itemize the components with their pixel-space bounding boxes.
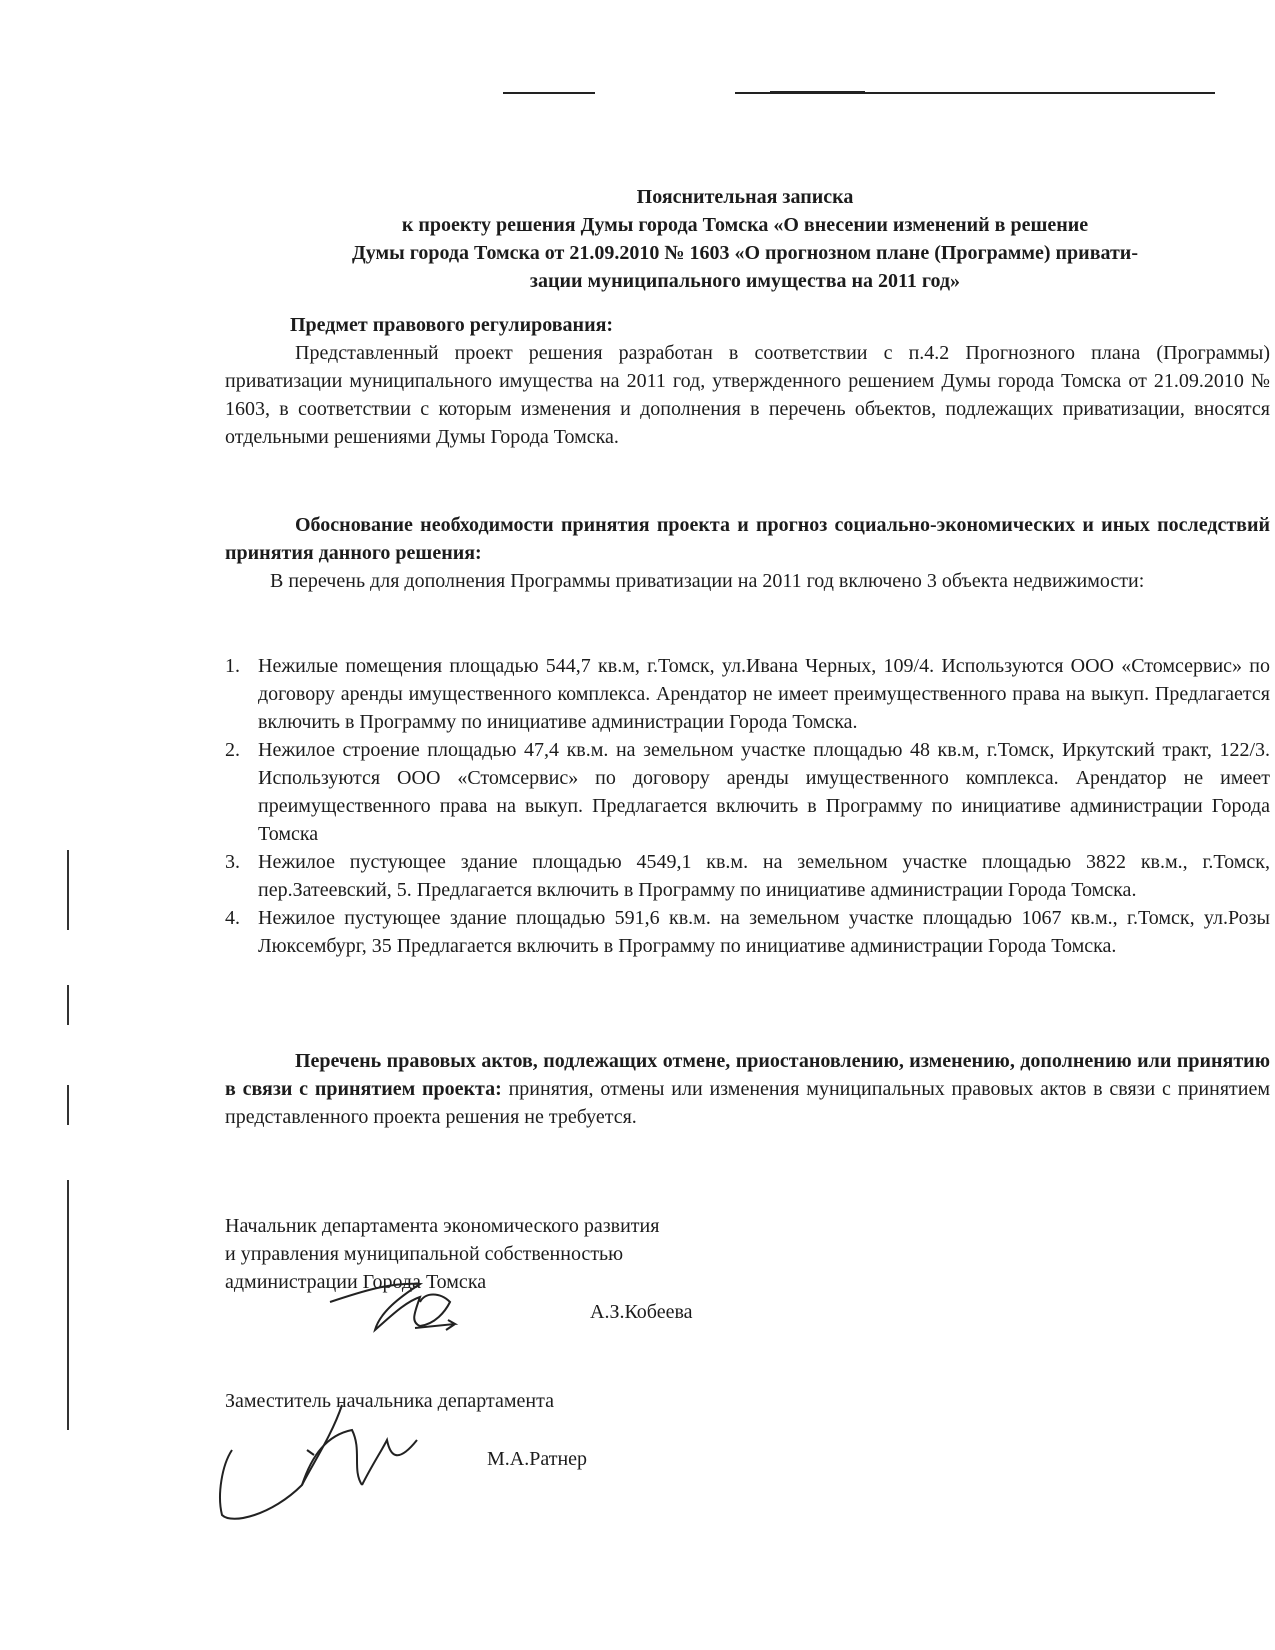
list-item-number: 2. [225,739,240,761]
subject-heading: Предмет правового регулирования: [290,314,614,336]
header-rule-bold [770,91,865,94]
list-item [225,904,1270,960]
legal-acts-text: принятия, отмены или изменения муниципальных правовых актов в связи с принятием представленного проекта решения не требуется. [225,1078,1271,1128]
list-item-number: 1. [225,655,240,677]
legal-acts-heading: Перечень правовых актов, подлежащих отмене, приостановлению, изменению, дополнению или принятию в связи с принятием проекта: [225,1050,1270,1100]
signature-1-image [320,1262,480,1342]
header-rule-short [503,92,595,94]
title-line: к проекту решения Думы города Томска «О внесении изменений в решение [401,214,1089,236]
signatory-1-line: Начальник департамента экономического развития [225,1215,660,1237]
subject-paragraph [225,339,1270,451]
list-item [225,736,1270,848]
legal-acts-paragraph [225,1047,1270,1131]
list-item [225,652,1270,736]
scan-edge-mark [67,1180,69,1430]
signatory-2-line: Заместитель начальника департамента [225,1390,554,1412]
justification-intro-paragraph [225,567,1270,595]
list-item-number: 4. [225,907,240,929]
justification-heading: Обоснование необходимости принятия проекта и прогноз социально-экономических и иных последствий принятия данного решения: [225,514,1270,564]
list-item [225,848,1270,904]
title-line: зации муниципального имущества на 2011 год» [529,270,961,292]
signatory-2-name: М.А.Ратнер [487,1448,588,1470]
justification-heading-block [225,511,1270,567]
justification-intro: В перечень для дополнения Программы приватизации на 2011 год включено 3 объекта недвижимости: [270,570,1145,592]
scan-edge-mark [67,985,69,1025]
signatory-1-line: администрации Города Томска [225,1271,487,1293]
signatory-1-line: и управления муниципальной собственностью [225,1243,624,1265]
list-item-text: Нежилое строение площадью 47,4 кв.м. на земельном участке площадью 48 кв.м, г.Томск, Иркутский тракт, 122/3. Используются ООО «Стомсервис» по договору аренды имущественного комплекса. Арендатор не имеет преимущественного права на выкуп. Предлагается включить в Программу по инициативе администрации Города Томска [258,739,1270,845]
scan-edge-mark [67,850,69,930]
document-title [225,183,1265,295]
scan-edge-mark [67,1085,69,1125]
property-list [225,652,1270,960]
title-line: Думы города Томска от 21.09.2010 № 1603 «О прогнозном плане (Программе) привати- [352,242,1138,264]
list-item-text: Нежилое пустующее здание площадью 591,6 кв.м. на земельном участке площадью 1067 кв.м., г.Томск, ул.Розы Люксембург, 35 Предлагается включить в Программу по инициативе администрации Города Томска. [258,907,1270,957]
signature-2-image [212,1395,442,1535]
list-item-text: Нежилые помещения площадью 544,7 кв.м, г.Томск, ул.Ивана Черных, 109/4. Используются ООО «Стомсервис» по договору аренды имущественного комплекса. Арендатор не имеет преимущественного права на выкуп. Предлагается включить в Программу по инициативе администрации Города Томска. [258,655,1270,733]
signatory-1-name: А.З.Кобеева [590,1301,693,1323]
title-line: Пояснительная записка [636,186,854,208]
list-item-number: 3. [225,851,240,873]
subject-text: Представленный проект решения разработан в соответствии с п.4.2 Прогнозного плана (Программы) приватизации муниципального имущества на 2011 год, утвержденного решением Думы города Томска от 21.09.2010 № 1603, в соответствии с которым изменения и дополнения в перечень объектов, подлежащих приватизации, вносятся отдельными решениями Думы Города Томска. [225,342,1270,448]
list-item-text: Нежилое пустующее здание площадью 4549,1 кв.м. на земельном участке площадью 3822 кв.м., г.Томск, пер.Затеевский, 5. Предлагается включить в Программу по инициативе администрации Города Томска. [258,851,1270,901]
